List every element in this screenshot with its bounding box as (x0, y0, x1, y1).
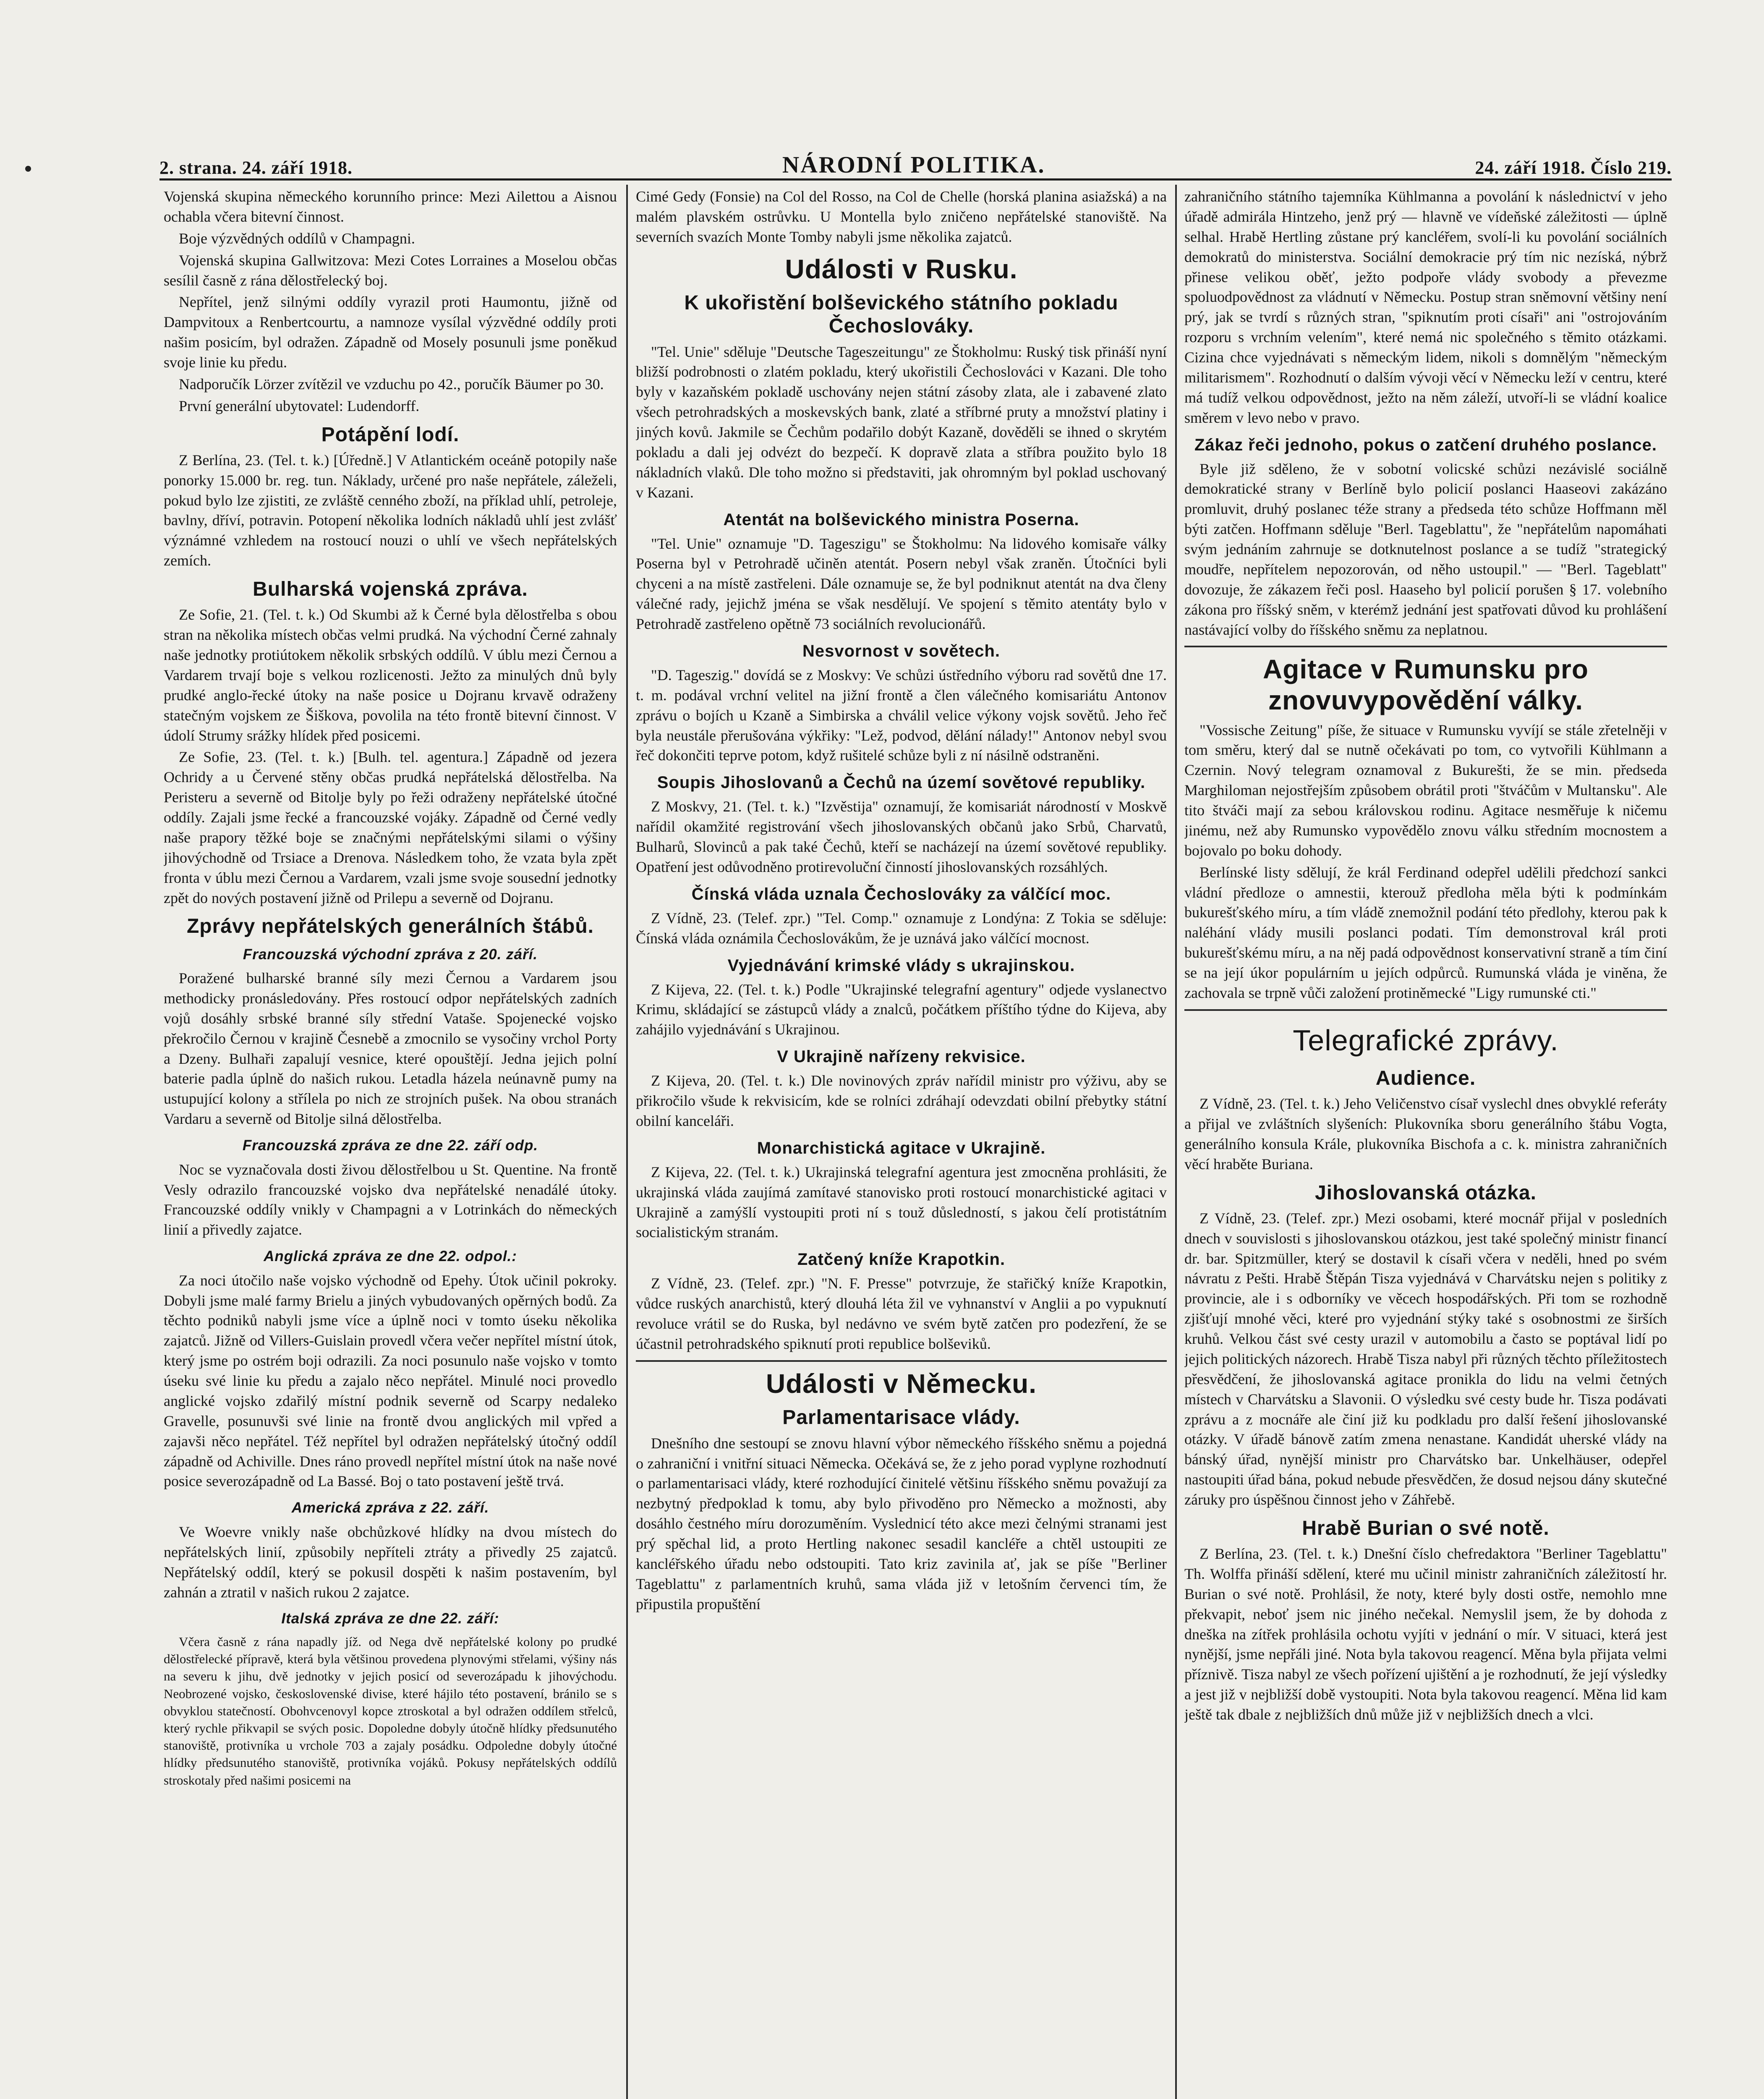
headline: Agitace v Rumunsku pro znovuvypovědění války. (1263, 654, 1589, 715)
paragraph: Byle již sděleno, že v sobotní volicské schůzi nezávislé sociálně demokratické strany v Berlíně bylo policií poslanci Haaseovi zakázáno promluvit, druhý poslanec téže strany a předseda této schůze Hoffmann měl býti zatčen. Hoffmann sděluje "Berl. Tageblattu", že "nepřátelům napomáhati svým jednáním zahrnuje se dotknutelnost poslance a se tudíž "strategický moudře, nepřítelem nepozorován, od něho ustoupil." — "Berl. Tageblatt" dovozuje, že zákazem řeči posl. Haaseho byl policií porušen § 17. volebního zákona pro říšský sněm, v kterémž jednání jest spatřovati důvod ku prohlášení nastávající volby do říšského sněmu za neplatnou. (1184, 460, 1667, 638)
subheadline: Francouzská východní zpráva z 20. září. (243, 946, 538, 963)
paragraph: "Tel. Unie" oznamuje "D. Tageszigu" se Štokholmu: Na lidového komisaře války Poserna byl v Petrohradě učiněn atentát. Posern nebyl však zraněn. Útočníci byli chyceni a na místě zastřeleni. Dále oznamuje se, že byl podniknut atentát na dva členy válečné rady, jejichž jména se však nesdělují. Ve spojení s těmito atentáty bylo v Petrohradě zastřeleno opětně 73 sociálních revolucionářů. (636, 535, 1167, 633)
paragraph: První generální ubytovatel: Ludendorff. (179, 397, 420, 414)
page-header (159, 145, 1672, 181)
paragraph: Ze Sofie, 23. (Tel. t. k.) [Bulh. tel. agentura.] Západně od jezera Ochridy a u Červené stěny občas prudká nepřátelská dělostřelba. Na Peristeru a severně od Bitolje byly po řeži odraženy nepřátelské útočné oddíly. Zajali jsme řecké a francouzské vojáky. Západně od Černé vedly naše prapory těžké boje se značnými nepřátelskými silami o výšiny jihovýchodně od Trsiace a Drenova. Následkem toho, že vzata byla zpět fronta v úblu mezi Černou a Vardarem, vzali jsme svoje sousední jednotky zpět do nových postavení jižně od Prilepu a severně od Dojranu. (164, 749, 617, 906)
scan-dot (25, 166, 31, 172)
paragraph: Ve Woevre vnikly naše obchůzkové hlídky na dvou místech do nepřátelských linií, způsobily nepříteli ztráty a přivedly 25 zajatců. Nepřátelský oddíl, který se pokusil dospěti k našim postavením, byl zahnán a ztratil v našich rukou 2 zajatce. (164, 1523, 617, 1601)
paragraph: Z Berlína, 23. (Tel. t. k.) Dnešní číslo chefredaktora "Berliner Tageblattu" Th. Wolffa přináší sdělení, které mu učinil ministr zahraničních záležitostí hr. Burian o své notě. Prohlásil, že noty, které byly dosti ostře, nemohlo mne překvapit, neboť jsem nic jiného nečekal. Nemyslil jsem, že by dohoda z dneška na zítřek prohlásila ochotu vyjíti v jednání o mír. V situaci, která jest nynější, jsme nepřáli jiné. Nota byla takovou reagencí. Měna byla přijata velmi příznivě. Tisza nabyl ze všech pořízení ujištění a je rozhodnutí, že její výsledky a jest již v nejbližší době vystoupiti. Nota byla takovou reagencí. Měna lid kam ještě tak dbale z nejbližších dnů může již v nejbližších dnech a vlci. (1184, 1545, 1667, 1723)
paragraph: "Vossische Zeitung" píše, že situace v Rumunsku vyvíjí se stále zřetelněji v tom směru, který dal se nutně očekávati po tom, co vytvořili Kühlmann a Czernin. Nový telegram oznamoval z Bukurešti, že se min. předseda Marghiloman nejostřejším způsobem obrátil proti "štváčům v Multansku". Ale tito štváči mají za sebou královskou rodinu. Agitace nesměřuje k ničemu jinému, než aby Rumunsko vypovědělo znovu válku středním mocnostem a bojovalo po boku dohody. (1184, 721, 1667, 859)
headline: Zatčený kníže Krapotkin. (797, 1250, 1006, 1269)
column-2 (636, 187, 1167, 2099)
column-rule (626, 185, 628, 2099)
paragraph: Ze Sofie, 21. (Tel. t. k.) Od Skumbi až k Černé byla dělostřelba s obou stran na několika místech občas velmi prudká. Na východní Černé zahnaly naše jednotky protiútokem několik srbských oddílů. V úblu mezi Černou a Vardarem trvají boje s velkou rozlicenosti. Ježto za minulých dnů byly prudké anglo-řecké útoky na naše posice u Dojranu krvavě odraženy statečným vojskem ze Šiškova, povolila na této frontě bitevní činnost. V údolí Strumy srážky hlídek před posicemi. (164, 606, 617, 744)
headline: Čínská vláda uznala Čechoslováky za válčící moc. (691, 885, 1111, 903)
paragraph: Noc se vyznačovala dosti živou dělostřelbou u St. Quentine. Na frontě Vesly odrazilo francouzské vojsko dva nepřátelské nenadálé útoky. Francouzské oddíly vnikly v Champagni a v Lotrinkách do německých linií a přivedly zajatce. (164, 1161, 617, 1238)
paragraph: Z Moskvy, 21. (Tel. t. k.) "Izvěstija" oznamují, že komisariát národností v Moskvě nařídil okamžité registrování všech jihoslovanských občanů jako Srbů, Charvatů, Bulharů, Slovinců a pak také Čechů, kteří se nacházejí na území sovětové republiky. Opatření jest odůvodněno protirevoluční činností jihoslovanských rozsáhlých. (636, 798, 1167, 875)
headline: Jihoslovanská otázka. (1315, 1181, 1537, 1204)
paragraph: "Tel. Unie" sděluje "Deutsche Tageszeitungu" ze Štokholmu: Ruský tisk přináší nyní bližší podrobnosti o zlatém pokladu, který ukořistili Čechoslováci v Kazani. Dle toho byly v kazaňském pokladě uschovány nejen státní zásoby zlata, ale i zabavené zlato všech petrohradských a moskevských bank, zlaté a stříbrné pruty a množství platiny i jiných kovů. Jakmile se Čechům podařilo dobýt Kazaně, dověděli se ihned o skrytém pokladu a dali jej odvézt do bezpečí. K dopravě zlata a stříbra použito bylo 18 nákladních vlaků. Dle toho možno si představiti, jak ohromným byl poklad uschovaný v Kazani. (636, 343, 1167, 501)
headline: Monarchistická agitace v Ukrajině. (757, 1138, 1046, 1157)
paragraph: Berlínské listy sdělují, že král Ferdinand odepřel udělili předchozí sankci vládní předloze o amnestii, kterouž předloha měla býti k podmínkám bukurešťského míru, a tím vládě znemožnil podání této předlohy, kterou pak k naléhání vlády musili poslanci podati. Tím demonstroval král proti bukurešťskému míru, a na něj padá odpovědnost konservativní straně a tím činí se na její úkor populárním u jejích odpůrců. Rumunská vláda je viněna, že zachovala se trpně vůči založení protiněmecké "Ligy rumunské cti." (1184, 864, 1667, 1001)
paragraph: Vojenská skupina německého korunního prince: Mezi Ailettou a Aisnou ochabla včera bitevní činnost. (164, 188, 617, 225)
paragraph: zahraničního státního tajemníka Kühlmanna a povolání k následnictví v jeho úřadě admirála Hintzeho, jenž prý — hlavně ve vídeňské záležitosti — úplně selhal. Hrabě Hertling zůstane prý kancléřem, svolí-li ku povolání sociálních demokratů do ministerstva. Sociální demokracie prý tím nic nezíská, nýbrž přinese velikou oběť, ježto podpoře vlády svobody a převezme spoluodpovědnost za vládnutí v Německu. Postup stran sněmovní většiny není prý, jak se tvrdí s různých stran, "spiknutím proti císaři" ani "ostrojováním rozporu s vrchním velením", které nemá nic společného s těmito otázkami. Cizina chce vyjednávati s německým lidem, nikoli s domnělým "německým militarismem". Rozhodnutí o dalším vývoji věcí v Německu leží v centru, které má tudíž velkou odpovědnost, ježto na něm záleží, utvoří-li se vládní koalice směrem v levo nebo v pravo. (1184, 188, 1667, 426)
paragraph: Včera časně z rána napadly jíž. od Nega dvě nepřátelské kolony po prudké dělostřelecké přípravě, která byla většinou provedena plynovými střelami, výšiny nás na severu k jihu, dvě jednotky v jejich posicí od severozápadu k jihovýchodu. Neobrozené vojsko, československé divise, které hájilo této postavení, bránilo se s obvyklou statečností. Obohvcenovyl kopce ztroskotal a byl odražen oddílem střelců, který rychle přikvapil se svých posic. Dopoledne dobyly útočně hlídky předsunutého stanoviště, protivníka u vrchole 703 a zajaly posádku. Odpoledne dobyly útočné hlídky předsunutého stanoviště, protivníka vojáků. Pokusy nepřátelských oddílů stroskotaly před našimi posicemi na (164, 1634, 617, 1788)
paragraph: Za noci útočilo naše vojsko východně od Epehy. Útok učinil pokroky. Dobyli jsme malé farmy Brielu a jiných vybudovaných opěrných bodů. Za těchto podniků nabyli jsme více a úplně noci v tomto úseku několika zajatců. Jižně od Villers-Guislain provedl včera večer nepřítel místní útok, který jsme po ostrém boji odrazili. Za noci posunulo naše vojsko v tomto úseku své linie ku předu a zajalo něco nepřátel. Minulé noci provedlo anglické vojsko zdařilý místní podnik severně od Scarpy nedaleko Gravelle, posunuvši své linie na frontě dvou anglických mil vpřed a zajavši něco nepřátel. Též nepřítel byl odražen nepřátelský útočný oddíl západně od Achiville. Dnes ráno provedl nepřítel místní útok na naše nové posice severozápadně od La Bassé. Boj o tato postavení ještě trvá. (164, 1272, 617, 1490)
headline: K ukořistění bolševického státního pokladu Čechoslováky. (684, 292, 1119, 338)
headline: Bulharská vojenská zpráva. (253, 578, 528, 601)
paragraph: Z Vídně, 23. (Tel. t. k.) Jeho Veličenstvo císař vyslechl dnes obvyklé referáty a přijal ve zvláštních slyšeních: Plukovníka sboru generálního štábu Vogta, generálního konsula Krále, plukovníka Bischofa a c. k. ministra zahraničních věcí hraběte Buriana. (1184, 1095, 1667, 1173)
headline: Zákaz řeči jednoho, pokus o zatčení druhého poslance. (1194, 435, 1657, 454)
section-rule (1184, 1009, 1667, 1011)
subheadline: Italská zpráva ze dne 22. září: (281, 1610, 499, 1627)
paragraph: Dnešního dne sestoupí se znovu hlavní výbor německého říšského sněmu a pojedná o zahraniční i vnitřní situaci Německa. Očekává se, že z jeho porad vyplyne rozhodnutí o parlamentarisaci vlády, které rozhodující činitelé většinu říšského sněmu považují za nezbytný předpoklad k tomu, aby bylo přivoděno pro Německo a možnosti, aby dosáhlo čestného míru dorozuměním. Vyslednicí této akce mezi čelnými stranami jest prý spěchal lid, a proto Hertling nakonec sesadil kancléře a chtěl ustoupiti ze kancléřského úřadu nebo odstoupiti. Tato kriz zavinila ať, jak se píše "Berliner Tageblattu" z parlamentních kruhů, sama vláda již v letošním červenci tím, že připustila propuštění (636, 1434, 1167, 1612)
column-rule (1175, 185, 1177, 2099)
paragraph: Z Vídně, 23. (Telef. zpr.) "Tel. Comp." oznamuje z Londýna: Z Tokia se sděluje: Čínská vláda oznámila Čechoslovákům, že je uznává jako válčící mocnost. (636, 909, 1167, 947)
masthead-title: NÁRODNÍ POLITIKA. (782, 152, 1045, 178)
paragraph: "D. Tageszig." dovídá se z Moskvy: Ve schůzi ústředního výboru rad sovětů dne 17. t. m. podával vrchní velitel na jižní frontě a člen válečného komisariátu Antonov zprávu o bojích u Kzaně a Simbirska a chválil velice výkony vojsk sovětů. Jeho řeč byla neustále přerušována výkřiky: "Lež, podvod, dělání nálady!" Antonov nebyl svou řeč dokončiti teprve potom, když rušitelé schůze byli z ní násilně odstraněni. (636, 666, 1167, 764)
paragraph: Z Vídně, 23. (Telef. zpr.) "N. F. Presse" potvrzuje, že stařičký kníže Krapotkin, vůdce ruských anarchistů, který dlouhá léta žil ve vyhnanství v Anglii a po vypuknutí revoluce vrátil se do Ruska, byl nedávno ve svém bytě zatčen pro podezření, že se účastnil petrohradského spiknutí proti republice bolševiků. (636, 1275, 1167, 1352)
paragraph: Z Kijeva, 20. (Tel. t. k.) Dle novinových zpráv nařídil ministr pro výživu, aby se přikročilo všude k rekvisicím, kde se rolníci zdráhají odevzdati obilní přebytky státní obilní kanceláři. (636, 1072, 1167, 1129)
paragraph: Nadporučík Lörzer zvítězil ve vzduchu po 42., poručík Bäumer po 30. (179, 375, 604, 393)
headline: Hrabě Burian o své notě. (1302, 1517, 1550, 1539)
headline: Události v Německu. (766, 1368, 1037, 1399)
headline: Parlamentarisace vlády. (782, 1406, 1020, 1429)
header-right: 24. září 1918. Číslo 219. (1475, 157, 1672, 178)
subheadline: Anglická zpráva ze dne 22. odpol.: (264, 1248, 517, 1265)
paragraph: Z Vídně, 23. (Telef. zpr.) Mezi osobami, které mocnář přijal v posledních dnech v souvislosti s jihoslovanskou otázkou, jest také společný ministr financí dr. bar. Spitzmüller, který se dostavil k císaři včera v neděli, hned po svém návratu z Pešti. Hrabě Štěpán Tisza vyjednává v Charvátsku nejen s politiky z provincie, ale i s odborníky ve věcech hospodářských. Při tom se rozhodně zjišťují mnohé věci, které pro vyjednání stýky také s osobnostmi ze širších kruhů. Velkou část své cesty urazil v automobilu a často se poptával lidí po jejich politických názorech. Hrabě Tisza nabyl při různých těchto příležitostech přesvědčení, že jihoslovanská agitace pronikla do lidu na velmi četných místech v Charvátsku a Slavonii. O výsledku své cesty bude hr. Tisza podávati zprávu a z mocnáře ale činí již ku podkladu pro další řešení jihoslovanské otázky. V úřadě bánově zatím zmena nenastane. Kandidát uherské vlády na bánský úřad, nynější ministr pro Charvátsko bar. Unkelhäuser, odepřel nastoupiti úřad bána, pokud nebude přesvědčen, že dosud nejsou dány skutečné záruky pro úspěšnou činnost jeho v Záhřebě. (1184, 1209, 1667, 1508)
paragraph: Cimé Gedy (Fonsie) na Col del Rosso, na Col de Chelle (horská planina asiažská) a na malém plavském ostrůvku. U Montella bylo zničeno nepřátelské stanoviště. Na severních svazích Monte Tomby nabyli jsme několika zajatců. (636, 188, 1167, 245)
subheadline: Francouzská zpráva ze dne 22. září odp. (242, 1137, 538, 1154)
section-title: Telegrafické zprávy. (1293, 1023, 1559, 1057)
paragraph: Z Berlína, 23. (Tel. t. k.) [Úředně.] V Atlantickém oceáně potopily naše ponorky 15.000 br. reg. tun. Náklady, určené pro naše nepřátele, záleželi, pokud bylo lze zjistiti, ze zvláště cenného zboží, na příklad uhlí, petroleje, bavlny, dříví, potravin. Potopení několika lodních nákladů uhlí jest zvlášť význámné vzhledem na rostoucí nouzi o uhlí ve všech nepřátelských zemích. (164, 451, 617, 569)
column-1 (164, 187, 617, 2099)
headline: Atentát na bolševického ministra Poserna. (723, 510, 1079, 529)
paragraph: Boje výzvědných oddílů v Champagni. (179, 230, 415, 247)
paragraph: Poražené bulharské branné síly mezi Černou a Vardarem jsou methodicky pronásledovány. Přes rostoucí odpor nepřátelských zadních vojů dosáhly srbské branné síly střední Vataše. Spojenecké vojsko překročilo Černou v krajině Česnebě a zmocnilo se vysočiny vrchol Porty a Dzeny. Bulhaři zapalují vesnice, které opouštějí. Jedna jejich polní baterie padla úplně do našich rukou. Letadla házela neúnavně pumy na ustupující kolony a střílela po nich ze strojních pušek. Na obou stranách Vardaru a severně od Bitolje silná dělostřelba. (164, 970, 617, 1128)
headline: Soupis Jihoslovanů a Čechů na území sovětové republiky. (657, 773, 1146, 792)
paragraph: Nepřítel, jenž silnými oddíly vyrazil proti Haumontu, jižně od Dampvitoux a Renbertcourtu, a namnoze vysílal výzvědné oddíly proti našim posicím, byl odražen. Západně od Mosely posunuli jsme poněkud svoje linie ku předu. (164, 293, 617, 371)
paragraph: Vojenská skupina Gallwitzova: Mezi Cotes Lorraines a Moselou občas sesílil časně z rána dělostřelecký boj. (164, 251, 617, 289)
section-rule (1184, 646, 1667, 647)
column-3 (1184, 187, 1667, 2099)
headline: Nesvornost v sovětech. (802, 641, 1001, 660)
headline: Zprávy nepřátelských generálních štábů. (186, 915, 594, 938)
headline: Události v Rusku. (785, 254, 1018, 284)
paragraph: Z Kijeva, 22. (Tel. t. k.) Podle "Ukrajinské telegrafní agentury" odjede vyslanectvo Krimu, skládající se zástupců vlády a znalců, počátkem příštího týdne do Kijeva, aby zahájilo vyjednávání s Ukrajinou. (636, 981, 1167, 1038)
header-left: 2. strana. 24. září 1918. (159, 157, 353, 178)
headline: Potápění lodí. (321, 423, 460, 446)
headline: V Ukrajině nařízeny rekvisice. (777, 1047, 1026, 1066)
paragraph: Z Kijeva, 22. (Tel. t. k.) Ukrajinská telegrafní agentura jest zmocněna prohlásiti, že ukrajinská vláda zaujímá zamítavé stanovisko proti rostoucí monarchistické agitaci v Ukrajině a zamýšlí vystoupiti proti ní s touž důsledností, s jakou čelí protistátním socialistickým stranám. (636, 1163, 1167, 1241)
subheadline: Americká zpráva z 22. září. (291, 1500, 489, 1516)
headline: Audience. (1375, 1067, 1476, 1089)
headline: Vyjednávání krimské vlády s ukrajinskou. (727, 956, 1075, 975)
section-rule (636, 1360, 1167, 1362)
